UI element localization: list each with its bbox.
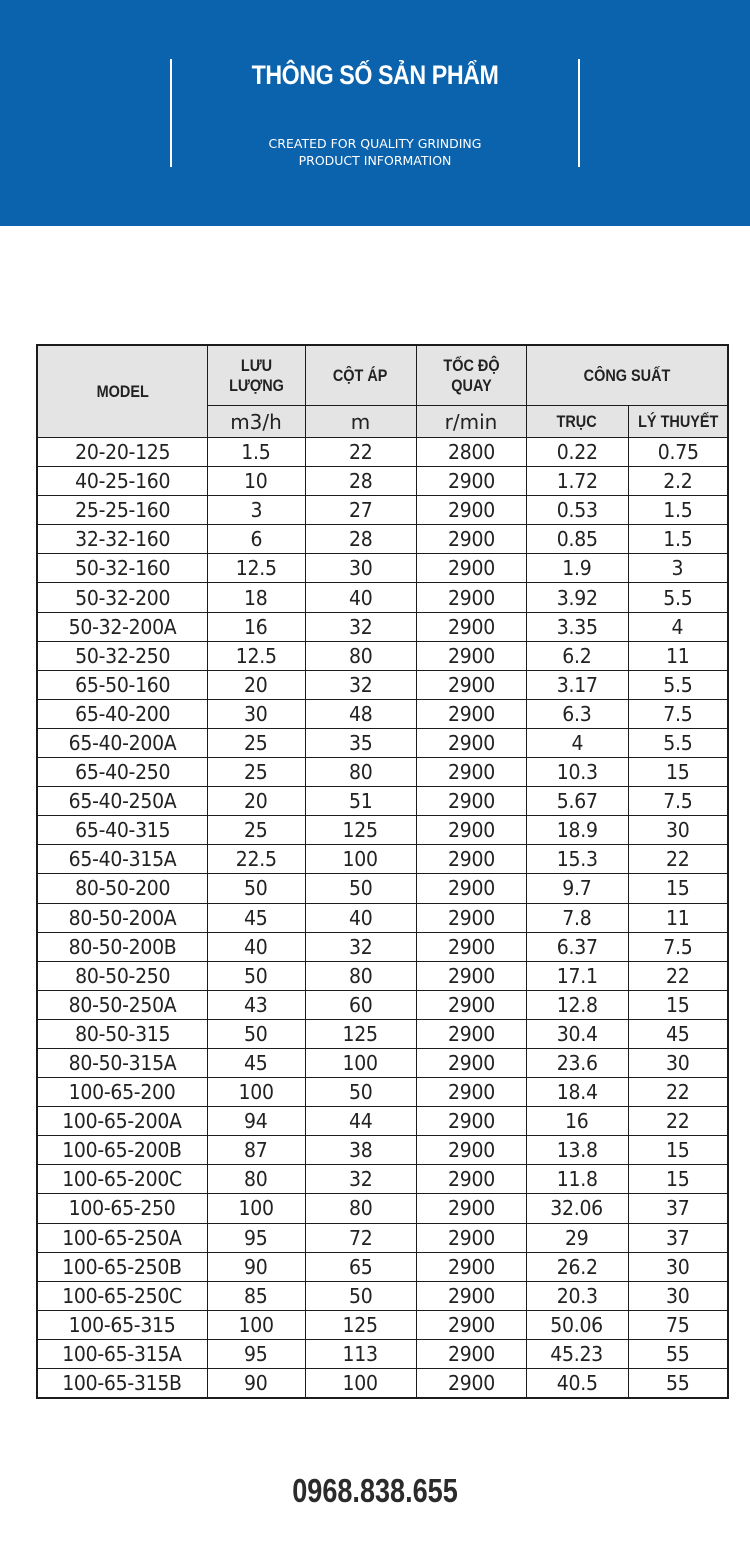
cell-flow: 50 bbox=[207, 961, 305, 990]
cell-speed: 2900 bbox=[416, 554, 526, 583]
table-row bbox=[37, 1078, 728, 1107]
cell-speed: 2900 bbox=[416, 612, 526, 641]
cell-model: 65-40-200 bbox=[37, 699, 207, 728]
cell-power-shaft: 9.7 bbox=[526, 874, 628, 903]
spec-table-body bbox=[37, 438, 728, 1399]
cell-head: 80 bbox=[305, 1194, 416, 1223]
cell-power-shaft: 26.2 bbox=[526, 1252, 628, 1281]
cell-head: 100 bbox=[305, 1369, 416, 1399]
cell-flow: 100 bbox=[207, 1078, 305, 1107]
cell-model: 50-32-200A bbox=[37, 612, 207, 641]
cell-speed: 2900 bbox=[416, 990, 526, 1019]
cell-speed: 2900 bbox=[416, 583, 526, 612]
cell-speed: 2900 bbox=[416, 1252, 526, 1281]
cell-speed: 2900 bbox=[416, 903, 526, 932]
cell-speed: 2900 bbox=[416, 1281, 526, 1310]
cell-head: 32 bbox=[305, 1165, 416, 1194]
cell-speed: 2900 bbox=[416, 845, 526, 874]
cell-model: 65-40-200A bbox=[37, 728, 207, 757]
cell-speed: 2900 bbox=[416, 670, 526, 699]
cell-power-theoretical: 30 bbox=[628, 816, 728, 845]
cell-power-shaft: 6.37 bbox=[526, 932, 628, 961]
cell-flow: 18 bbox=[207, 583, 305, 612]
cell-flow: 12.5 bbox=[207, 554, 305, 583]
cell-power-theoretical: 22 bbox=[628, 961, 728, 990]
cell-flow: 1.5 bbox=[207, 438, 305, 467]
cell-speed: 2900 bbox=[416, 496, 526, 525]
cell-flow: 12.5 bbox=[207, 641, 305, 670]
cell-model: 100-65-315A bbox=[37, 1339, 207, 1368]
cell-power-theoretical: 3 bbox=[628, 554, 728, 583]
cell-flow: 25 bbox=[207, 728, 305, 757]
cell-model: 80-50-315A bbox=[37, 1048, 207, 1077]
cell-head: 30 bbox=[305, 554, 416, 583]
table-row bbox=[37, 903, 728, 932]
table-row bbox=[37, 438, 728, 467]
cell-power-shaft: 3.17 bbox=[526, 670, 628, 699]
cell-power-theoretical: 15 bbox=[628, 874, 728, 903]
cell-power-theoretical: 5.5 bbox=[628, 670, 728, 699]
cell-speed: 2900 bbox=[416, 816, 526, 845]
cell-power-shaft: 13.8 bbox=[526, 1136, 628, 1165]
cell-model: 65-40-250A bbox=[37, 787, 207, 816]
cell-speed: 2900 bbox=[416, 1194, 526, 1223]
cell-head: 32 bbox=[305, 612, 416, 641]
cell-power-theoretical: 1.5 bbox=[628, 525, 728, 554]
cell-power-theoretical: 22 bbox=[628, 845, 728, 874]
cell-power-shaft: 3.92 bbox=[526, 583, 628, 612]
cell-model: 100-65-315 bbox=[37, 1310, 207, 1339]
cell-power-shaft: 15.3 bbox=[526, 845, 628, 874]
cell-power-theoretical: 7.5 bbox=[628, 932, 728, 961]
cell-head: 40 bbox=[305, 583, 416, 612]
cell-power-shaft: 3.35 bbox=[526, 612, 628, 641]
cell-flow: 100 bbox=[207, 1310, 305, 1339]
cell-flow: 25 bbox=[207, 816, 305, 845]
header-power: CÔNG SUẤT bbox=[526, 345, 728, 406]
cell-head: 32 bbox=[305, 932, 416, 961]
cell-head: 44 bbox=[305, 1107, 416, 1136]
cell-head: 72 bbox=[305, 1223, 416, 1252]
cell-head: 38 bbox=[305, 1136, 416, 1165]
cell-flow: 80 bbox=[207, 1165, 305, 1194]
banner-subtitle-line2: PRODUCT INFORMATION bbox=[298, 153, 452, 168]
cell-head: 65 bbox=[305, 1252, 416, 1281]
cell-speed: 2900 bbox=[416, 1165, 526, 1194]
unit-speed: r/min bbox=[416, 406, 526, 438]
cell-power-theoretical: 1.5 bbox=[628, 496, 728, 525]
table-row bbox=[37, 1048, 728, 1077]
cell-model: 65-50-160 bbox=[37, 670, 207, 699]
table-row bbox=[37, 758, 728, 787]
cell-power-shaft: 0.22 bbox=[526, 438, 628, 467]
cell-flow: 16 bbox=[207, 612, 305, 641]
cell-power-shaft: 0.53 bbox=[526, 496, 628, 525]
cell-speed: 2900 bbox=[416, 1310, 526, 1339]
cell-model: 32-32-160 bbox=[37, 525, 207, 554]
table-row bbox=[37, 525, 728, 554]
cell-flow: 95 bbox=[207, 1339, 305, 1368]
cell-speed: 2900 bbox=[416, 1223, 526, 1252]
cell-power-shaft: 11.8 bbox=[526, 1165, 628, 1194]
table-row bbox=[37, 699, 728, 728]
cell-head: 80 bbox=[305, 641, 416, 670]
header-model: MODEL bbox=[37, 345, 207, 438]
table-row bbox=[37, 1165, 728, 1194]
cell-power-theoretical: 5.5 bbox=[628, 728, 728, 757]
cell-head: 50 bbox=[305, 874, 416, 903]
cell-power-theoretical: 22 bbox=[628, 1078, 728, 1107]
table-row bbox=[37, 1369, 728, 1399]
cell-head: 28 bbox=[305, 525, 416, 554]
cell-flow: 22.5 bbox=[207, 845, 305, 874]
cell-speed: 2900 bbox=[416, 1107, 526, 1136]
cell-flow: 50 bbox=[207, 1019, 305, 1048]
unit-flow: m3/h bbox=[207, 406, 305, 438]
cell-model: 80-50-250 bbox=[37, 961, 207, 990]
page-title: THÔNG SỐ SẢN PHẨM bbox=[251, 60, 499, 90]
cell-power-shaft: 18.9 bbox=[526, 816, 628, 845]
cell-model: 65-40-315A bbox=[37, 845, 207, 874]
cell-flow: 45 bbox=[207, 1048, 305, 1077]
cell-power-shaft: 45.23 bbox=[526, 1339, 628, 1368]
table-row bbox=[37, 1194, 728, 1223]
cell-model: 65-40-315 bbox=[37, 816, 207, 845]
cell-model: 40-25-160 bbox=[37, 467, 207, 496]
cell-power-shaft: 12.8 bbox=[526, 990, 628, 1019]
cell-head: 125 bbox=[305, 816, 416, 845]
cell-flow: 20 bbox=[207, 670, 305, 699]
cell-power-shaft: 18.4 bbox=[526, 1078, 628, 1107]
header-speed: TỐC ĐỘ QUAY bbox=[416, 345, 526, 406]
cell-model: 100-65-200 bbox=[37, 1078, 207, 1107]
cell-head: 60 bbox=[305, 990, 416, 1019]
cell-head: 48 bbox=[305, 699, 416, 728]
cell-power-theoretical: 11 bbox=[628, 903, 728, 932]
cell-head: 27 bbox=[305, 496, 416, 525]
cell-head: 50 bbox=[305, 1078, 416, 1107]
cell-head: 113 bbox=[305, 1339, 416, 1368]
cell-model: 80-50-200B bbox=[37, 932, 207, 961]
table-row bbox=[37, 961, 728, 990]
unit-head: m bbox=[305, 406, 416, 438]
table-row bbox=[37, 990, 728, 1019]
cell-model: 100-65-200A bbox=[37, 1107, 207, 1136]
table-row bbox=[37, 583, 728, 612]
cell-head: 125 bbox=[305, 1310, 416, 1339]
table-row bbox=[37, 554, 728, 583]
table-row bbox=[37, 1281, 728, 1310]
cell-flow: 95 bbox=[207, 1223, 305, 1252]
cell-power-shaft: 17.1 bbox=[526, 961, 628, 990]
cell-speed: 2900 bbox=[416, 1078, 526, 1107]
cell-flow: 10 bbox=[207, 467, 305, 496]
cell-power-theoretical: 30 bbox=[628, 1252, 728, 1281]
cell-power-shaft: 6.2 bbox=[526, 641, 628, 670]
table-row bbox=[37, 932, 728, 961]
cell-model: 100-65-250A bbox=[37, 1223, 207, 1252]
cell-head: 50 bbox=[305, 1281, 416, 1310]
cell-power-theoretical: 55 bbox=[628, 1339, 728, 1368]
cell-model: 80-50-200A bbox=[37, 903, 207, 932]
unit-shaft: TRỤC bbox=[526, 406, 628, 438]
cell-power-shaft: 6.3 bbox=[526, 699, 628, 728]
table-row bbox=[37, 787, 728, 816]
cell-speed: 2900 bbox=[416, 1019, 526, 1048]
cell-speed: 2800 bbox=[416, 438, 526, 467]
cell-model: 25-25-160 bbox=[37, 496, 207, 525]
cell-model: 100-65-250 bbox=[37, 1194, 207, 1223]
phone-number: 0968.838.655 bbox=[292, 1472, 458, 1509]
cell-power-theoretical: 37 bbox=[628, 1194, 728, 1223]
cell-speed: 2900 bbox=[416, 699, 526, 728]
table-row bbox=[37, 1107, 728, 1136]
table-row bbox=[37, 1310, 728, 1339]
cell-model: 20-20-125 bbox=[37, 438, 207, 467]
table-row bbox=[37, 496, 728, 525]
cell-speed: 2900 bbox=[416, 728, 526, 757]
cell-power-theoretical: 5.5 bbox=[628, 583, 728, 612]
cell-model: 100-65-315B bbox=[37, 1369, 207, 1399]
cell-model: 50-32-250 bbox=[37, 641, 207, 670]
cell-speed: 2900 bbox=[416, 874, 526, 903]
cell-head: 28 bbox=[305, 467, 416, 496]
cell-model: 100-65-200B bbox=[37, 1136, 207, 1165]
cell-power-theoretical: 30 bbox=[628, 1281, 728, 1310]
table-row bbox=[37, 728, 728, 757]
cell-head: 35 bbox=[305, 728, 416, 757]
cell-model: 50-32-160 bbox=[37, 554, 207, 583]
cell-model: 80-50-200 bbox=[37, 874, 207, 903]
spec-table bbox=[36, 344, 729, 1399]
cell-speed: 2900 bbox=[416, 1369, 526, 1399]
cell-power-theoretical: 4 bbox=[628, 612, 728, 641]
table-row bbox=[37, 1019, 728, 1048]
cell-head: 40 bbox=[305, 903, 416, 932]
cell-flow: 3 bbox=[207, 496, 305, 525]
table-row bbox=[37, 1339, 728, 1368]
cell-flow: 85 bbox=[207, 1281, 305, 1310]
cell-power-theoretical: 15 bbox=[628, 990, 728, 1019]
cell-speed: 2900 bbox=[416, 467, 526, 496]
table-row bbox=[37, 874, 728, 903]
cell-power-shaft: 16 bbox=[526, 1107, 628, 1136]
cell-power-shaft: 1.72 bbox=[526, 467, 628, 496]
cell-power-shaft: 23.6 bbox=[526, 1048, 628, 1077]
cell-head: 125 bbox=[305, 1019, 416, 1048]
cell-power-shaft: 29 bbox=[526, 1223, 628, 1252]
cell-model: 80-50-315 bbox=[37, 1019, 207, 1048]
cell-speed: 2900 bbox=[416, 961, 526, 990]
cell-flow: 87 bbox=[207, 1136, 305, 1165]
table-row bbox=[37, 467, 728, 496]
banner-subtitle-line1: CREATED FOR QUALITY GRINDING bbox=[268, 136, 482, 151]
table-row bbox=[37, 670, 728, 699]
cell-flow: 6 bbox=[207, 525, 305, 554]
table-row bbox=[37, 612, 728, 641]
cell-model: 100-65-250B bbox=[37, 1252, 207, 1281]
cell-model: 65-40-250 bbox=[37, 758, 207, 787]
unit-theoretical: LÝ THUYẾT bbox=[628, 406, 728, 438]
cell-power-shaft: 7.8 bbox=[526, 903, 628, 932]
cell-model: 80-50-250A bbox=[37, 990, 207, 1019]
cell-flow: 25 bbox=[207, 758, 305, 787]
cell-flow: 30 bbox=[207, 699, 305, 728]
cell-speed: 2900 bbox=[416, 1136, 526, 1165]
cell-power-theoretical: 15 bbox=[628, 1165, 728, 1194]
cell-power-shaft: 20.3 bbox=[526, 1281, 628, 1310]
cell-power-theoretical: 45 bbox=[628, 1019, 728, 1048]
cell-head: 51 bbox=[305, 787, 416, 816]
cell-head: 80 bbox=[305, 961, 416, 990]
table-row bbox=[37, 845, 728, 874]
cell-flow: 90 bbox=[207, 1369, 305, 1399]
cell-power-theoretical: 37 bbox=[628, 1223, 728, 1252]
table-row bbox=[37, 1136, 728, 1165]
cell-power-theoretical: 2.2 bbox=[628, 467, 728, 496]
table-row bbox=[37, 1223, 728, 1252]
table-row bbox=[37, 1252, 728, 1281]
cell-power-theoretical: 55 bbox=[628, 1369, 728, 1399]
cell-head: 100 bbox=[305, 1048, 416, 1077]
cell-power-theoretical: 30 bbox=[628, 1048, 728, 1077]
cell-speed: 2900 bbox=[416, 758, 526, 787]
header-head: CỘT ÁP bbox=[305, 345, 416, 406]
cell-model: 100-65-200C bbox=[37, 1165, 207, 1194]
cell-power-theoretical: 0.75 bbox=[628, 438, 728, 467]
cell-flow: 100 bbox=[207, 1194, 305, 1223]
header-banner bbox=[0, 0, 750, 226]
cell-power-shaft: 1.9 bbox=[526, 554, 628, 583]
cell-model: 100-65-250C bbox=[37, 1281, 207, 1310]
cell-head: 80 bbox=[305, 758, 416, 787]
cell-speed: 2900 bbox=[416, 525, 526, 554]
cell-speed: 2900 bbox=[416, 1048, 526, 1077]
cell-speed: 2900 bbox=[416, 641, 526, 670]
header-flow: LƯU LƯỢNG bbox=[207, 345, 305, 406]
cell-power-theoretical: 7.5 bbox=[628, 699, 728, 728]
cell-speed: 2900 bbox=[416, 932, 526, 961]
cell-power-theoretical: 11 bbox=[628, 641, 728, 670]
cell-power-theoretical: 15 bbox=[628, 1136, 728, 1165]
cell-power-shaft: 0.85 bbox=[526, 525, 628, 554]
cell-power-shaft: 30.4 bbox=[526, 1019, 628, 1048]
cell-flow: 43 bbox=[207, 990, 305, 1019]
cell-flow: 40 bbox=[207, 932, 305, 961]
cell-flow: 20 bbox=[207, 787, 305, 816]
cell-speed: 2900 bbox=[416, 787, 526, 816]
cell-flow: 90 bbox=[207, 1252, 305, 1281]
cell-head: 22 bbox=[305, 438, 416, 467]
cell-model: 50-32-200 bbox=[37, 583, 207, 612]
cell-power-theoretical: 7.5 bbox=[628, 787, 728, 816]
cell-flow: 94 bbox=[207, 1107, 305, 1136]
cell-power-shaft: 4 bbox=[526, 728, 628, 757]
cell-head: 100 bbox=[305, 845, 416, 874]
cell-flow: 45 bbox=[207, 903, 305, 932]
cell-power-theoretical: 75 bbox=[628, 1310, 728, 1339]
cell-head: 32 bbox=[305, 670, 416, 699]
cell-power-shaft: 32.06 bbox=[526, 1194, 628, 1223]
cell-power-theoretical: 22 bbox=[628, 1107, 728, 1136]
table-row bbox=[37, 816, 728, 845]
cell-speed: 2900 bbox=[416, 1339, 526, 1368]
cell-power-shaft: 50.06 bbox=[526, 1310, 628, 1339]
cell-power-shaft: 40.5 bbox=[526, 1369, 628, 1399]
cell-power-theoretical: 15 bbox=[628, 758, 728, 787]
cell-flow: 50 bbox=[207, 874, 305, 903]
cell-power-shaft: 10.3 bbox=[526, 758, 628, 787]
table-row bbox=[37, 641, 728, 670]
cell-power-shaft: 5.67 bbox=[526, 787, 628, 816]
